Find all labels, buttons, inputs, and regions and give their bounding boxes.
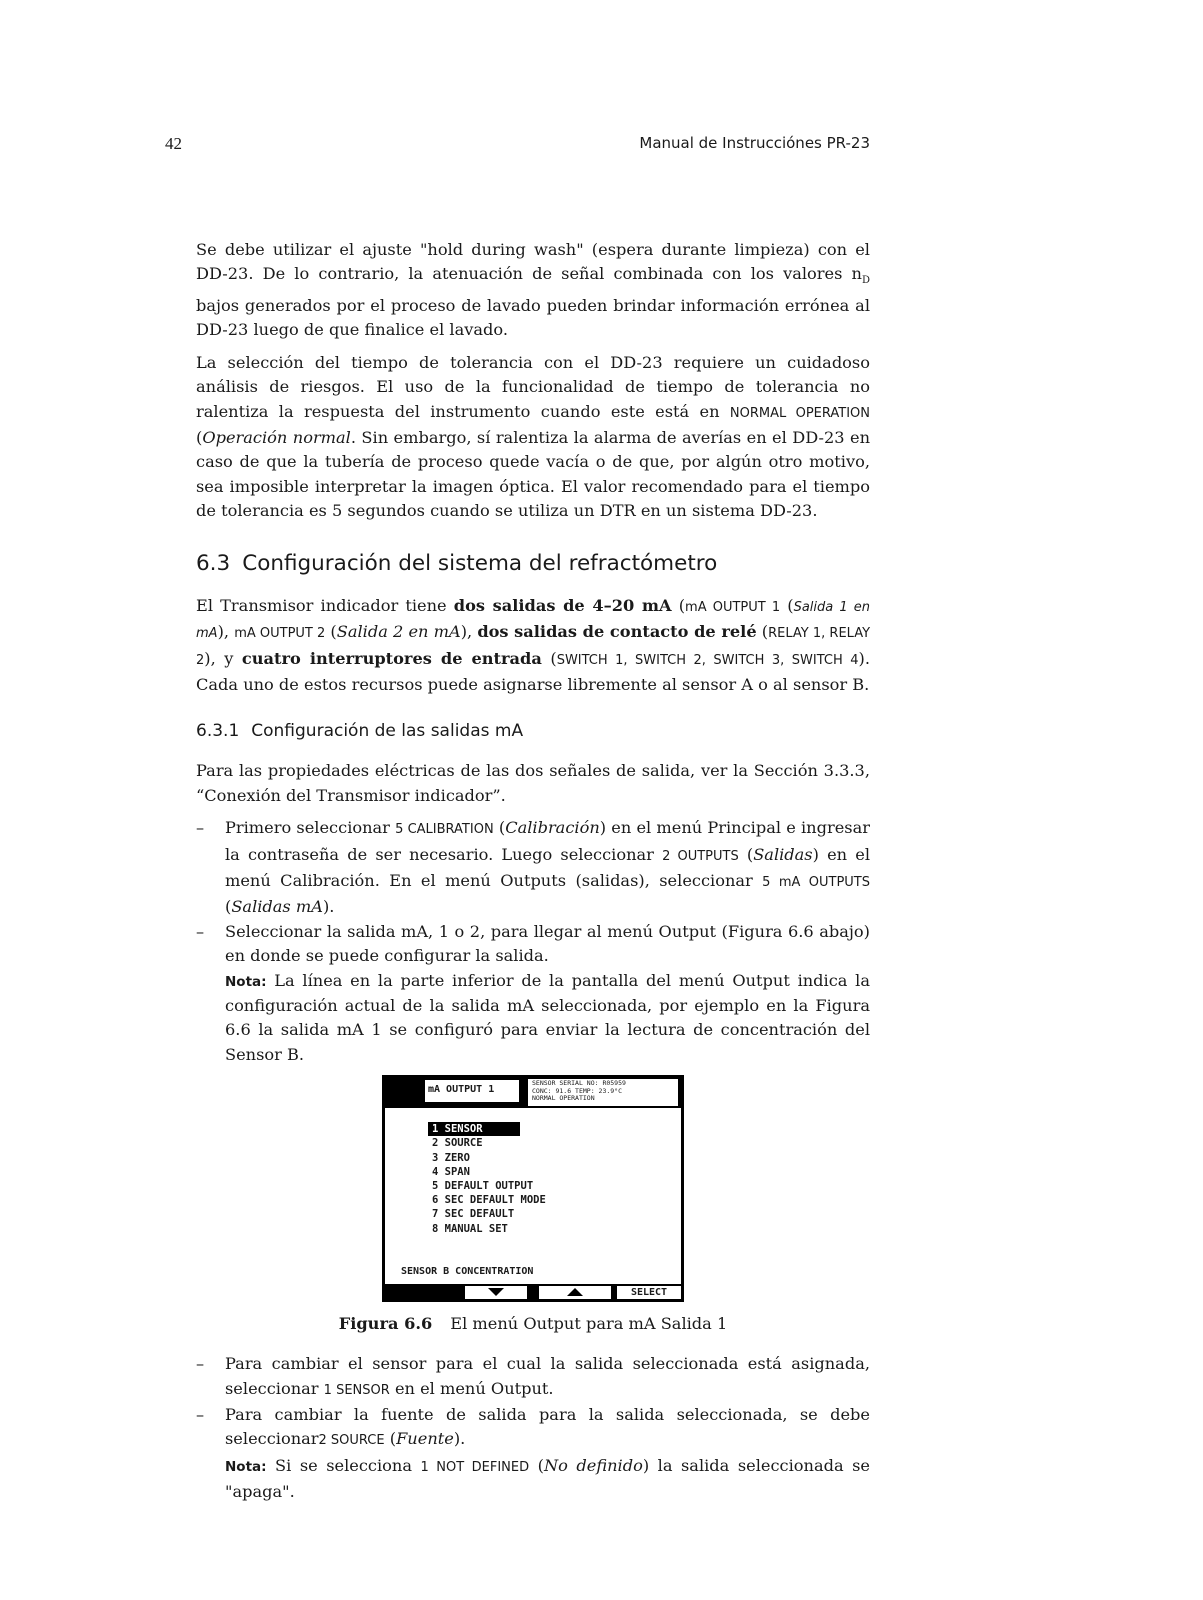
running-title: Manual de Instrucciónes PR-23 — [639, 134, 870, 152]
text-run: ), y — [204, 648, 242, 668]
text-run: ( — [756, 622, 769, 642]
text-run: ( — [196, 428, 203, 448]
bold-term: dos salidas de 4–20 mA — [453, 595, 672, 615]
lcd-softkey-bar — [385, 1284, 681, 1299]
text-run: Seleccionar la salida mA, 1 o 2, para llegar al menú Output (Figura 6.6 abajo) en donde se puede configurar la salida. — [225, 921, 870, 966]
italic-term: Calibración — [505, 818, 600, 838]
lcd-menu-item-source: 2 SOURCE — [432, 1137, 483, 1150]
text-run: Si se selecciona — [266, 1455, 421, 1475]
note-text: La línea en la parte inferior de la pantalla del menú Output indica la configuración actual de la salida mA seleccionada, por ejemplo en la Figura 6.6 la salida mA 1 se configuró para enviar la lectura de concentración del Sensor B. — [225, 970, 870, 1064]
page-number: 42 — [165, 134, 182, 153]
section-number: 6.3 — [196, 550, 231, 576]
paragraph-electrical-properties: Para las propiedades eléctricas de las dos señales de salida, ver la Sección 3.3.3, “Conexión del Transmisor indicador”. — [196, 761, 870, 805]
arrow-down-icon — [488, 1288, 504, 1296]
text-run: . Sin embargo, sí ralentiza la alarma de averías en el DD-23 en caso de que la tubería de proceso quede vacía o de que, por algún otro motivo, sea imposible interpretar la imagen óptica. El valor recomendado para el tiempo de tolerancia es 5 segundos cuando se utiliza un DTR en un sistema DD-23. — [196, 428, 870, 521]
lcd-softkey-up — [539, 1286, 611, 1299]
term: 5 CALIBRATION — [395, 822, 494, 838]
subsection-title: Configuración de las salidas mA — [251, 721, 524, 742]
dash-bullet: – — [196, 818, 205, 838]
arrow-up-icon — [567, 1288, 583, 1296]
lcd-softkey-down — [465, 1286, 527, 1299]
lcd-menu-item-span: 4 SPAN — [432, 1165, 470, 1178]
text-run: ( — [325, 622, 337, 642]
lcd-softkey-select: SELECT — [617, 1286, 681, 1299]
list-item — [196, 816, 870, 920]
figure-caption — [196, 1312, 870, 1336]
paragraph-outputs-overview — [196, 594, 870, 698]
subsection-heading — [196, 719, 870, 743]
text-run: ( — [541, 648, 557, 668]
page-body — [196, 238, 870, 1513]
text-run: bajos generados por el proceso de lavado pueden brindar información errónea al DD-23 luego de que finalice el lavado. — [196, 296, 870, 340]
text-run: ) la salida seleccionada se "apaga". — [225, 1455, 871, 1502]
bold-term: dos salidas de contacto de relé — [477, 622, 757, 642]
text-run: ) en el menú Principal e ingresar la contraseña de ser necesario. Luego seleccionar — [225, 818, 870, 864]
term: RELAY 1, RELAY 2 — [196, 626, 871, 668]
italic-term: Salida 2 en mA — [336, 622, 461, 642]
steps-list — [196, 816, 870, 1067]
text-run: ( — [780, 595, 794, 615]
dash-bullet: – — [196, 921, 205, 941]
text-run: ( — [529, 1455, 544, 1475]
text-run: ( — [671, 595, 686, 615]
subscript-d: D — [861, 275, 870, 287]
text-run: ), — [217, 622, 235, 642]
italic-term: Fuente — [396, 1429, 454, 1449]
term: 2 OUTPUTS — [662, 848, 739, 864]
text-run: ( — [738, 844, 754, 864]
italic-term: Operación normal — [202, 428, 351, 448]
note-label: Nota: — [225, 973, 267, 990]
text-run: ). — [453, 1429, 466, 1449]
list-item — [196, 920, 870, 1067]
lcd-menu-item-sensor: 1 SENSOR — [428, 1122, 520, 1136]
text-run: ). Cada uno de estos recursos puede asignarse libremente al sensor A o al sensor B. — [196, 648, 870, 694]
italic-term: Salidas — [753, 844, 813, 864]
text-run: Para cambiar el sensor para el cual la salida seleccionada está asignada, seleccionar — [225, 1354, 870, 1398]
lcd-menu-list — [428, 1122, 550, 1236]
figure-caption-text: El menú Output para mA Salida 1 — [450, 1314, 728, 1334]
lcd-conc-temp-line: CONC: 91.6 TEMP: 23.9°C — [532, 1086, 623, 1095]
lcd-menu-item-sec-default: 7 SEC DEFAULT — [432, 1208, 515, 1221]
lcd-menu-title: mA OUTPUT 1 — [423, 1078, 521, 1104]
italic-term: Salida 1 en mA — [196, 599, 871, 642]
text-run: La selección del tiempo de tolerancia con el DD-23 requiere un cuidadoso análisis de riesgos. El uso de la funcionalidad de tiempo de tolerancia no ralentiza la respuesta del instrumento cuando este está en — [196, 352, 870, 421]
text-run: Se debe utilizar el ajuste "hold during wash" (espera durante limpieza) con el DD-23. De lo contrario, la atenuación de señal combinada con los valores n — [196, 240, 870, 284]
term: mA OUTPUT 2 — [234, 626, 326, 642]
section-heading — [196, 550, 870, 578]
text-run: ( — [493, 818, 506, 838]
term: 1 SENSOR — [323, 1382, 390, 1398]
text-run: ( — [384, 1429, 397, 1449]
text-run: en el menú Output. — [389, 1378, 554, 1398]
italic-term: No definido — [543, 1455, 643, 1475]
lcd-menu-item-zero: 3 ZERO — [432, 1151, 470, 1164]
note-label: Nota: — [225, 1458, 267, 1475]
list-item — [196, 1403, 870, 1505]
lcd-serial-line: SENSOR SERIAL NO: R05959 — [532, 1079, 626, 1088]
lcd-status-line: NORMAL OPERATION — [532, 1094, 595, 1103]
text-run: ( — [225, 897, 232, 917]
lcd-output-config-line: SENSOR B CONCENTRATION — [401, 1266, 534, 1278]
subsection-number: 6.3.1 — [196, 721, 240, 742]
figure-label: Figura 6.6 — [338, 1314, 433, 1334]
lcd-menu-item-sec-default-mode: 6 SEC DEFAULT MODE — [432, 1194, 546, 1207]
term: 1 NOT DEFINED — [420, 1459, 530, 1475]
text-run: ). — [322, 897, 335, 917]
term: mA OUTPUT 1 — [685, 599, 781, 615]
text-run: Para cambiar la fuente de salida para la salida seleccionada, se debe seleccionar — [225, 1405, 870, 1449]
term-normal-operation: NORMAL OPERATION — [729, 405, 870, 421]
dash-bullet: – — [196, 1354, 205, 1374]
list-item — [196, 1352, 870, 1403]
paragraph-tolerance-time — [196, 351, 870, 524]
text-run: ), — [460, 622, 478, 642]
lcd-output-menu-figure — [382, 1075, 684, 1302]
italic-term: Salidas mA — [231, 897, 323, 917]
section-title: Configuración del sistema del refractómetro — [242, 550, 718, 576]
text-run: Primero seleccionar — [225, 818, 396, 838]
term: 5 mA OUTPUTS — [762, 874, 871, 890]
text-run: ) en el menú Calibración. En el menú Outputs (salidas), seleccionar — [225, 844, 871, 890]
lcd-menu-item-manual-set: 8 MANUAL SET — [432, 1222, 508, 1235]
bold-term: cuatro interruptores de entrada — [241, 648, 542, 668]
page-header — [165, 134, 870, 158]
paragraph-hold-during-wash — [196, 238, 870, 343]
text-run: El Transmisor indicador tiene — [196, 595, 454, 615]
term: 2 SOURCE — [318, 1433, 385, 1449]
dash-bullet: – — [196, 1405, 205, 1425]
lcd-menu-item-default-output: 5 DEFAULT OUTPUT — [432, 1180, 534, 1193]
steps-list-2 — [196, 1352, 870, 1504]
term: SWITCH 1, SWITCH 2, SWITCH 3, SWITCH 4 — [556, 652, 859, 668]
lcd-sensor-info — [528, 1079, 678, 1106]
